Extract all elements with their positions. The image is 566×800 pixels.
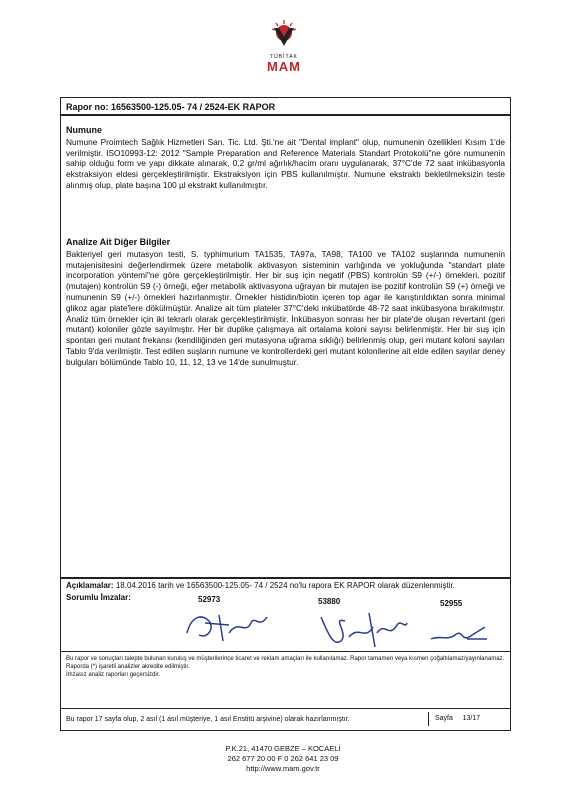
signature-3-icon <box>427 617 491 647</box>
tubitak-mam-logo <box>262 18 306 80</box>
analiz-heading: Analize Ait Diğer Bilgiler <box>66 237 171 247</box>
bottom-bar <box>61 709 510 730</box>
report-header <box>61 98 510 116</box>
signature-area <box>61 577 510 652</box>
page-number: 13/17 <box>462 715 481 722</box>
report-type: 2524-EK RAPOR <box>204 102 276 112</box>
note-line: Bu rapor ve sonuçları talepte bulunan kuruluş ve müşterilerince ticaret ve reklam amaçları ile kullanılamaz. Rapor tamamen veya kısmen çoğaltılamaz/yayınlanamaz. <box>66 656 505 662</box>
report-frame <box>60 97 511 731</box>
report-number: Rapor no: 16563500-125.05- 74 / <box>66 102 205 112</box>
page-label: Sayfa <box>435 715 453 722</box>
analiz-section <box>66 237 505 368</box>
sorumlu-label: Sorumlu İmzalar: <box>66 593 131 602</box>
aciklamalar-label: Açıklamalar: <box>66 581 114 590</box>
note-line: İmzasız analiz raporları geçersizdir. <box>66 672 161 678</box>
signer-code-3: 52955 <box>440 599 463 608</box>
footer-address <box>0 744 566 774</box>
footer-web-link[interactable]: http://www.mam.gov.tr <box>246 764 320 773</box>
footer-phone-line: 262 677 20 00 F 0 262 641 23 09 <box>227 754 339 763</box>
logo-org-text: TÜBİTAK <box>270 54 298 60</box>
tubitak-emblem-icon <box>269 18 299 48</box>
numune-heading: Numune <box>66 125 102 135</box>
note-line: Raporda (*) işaretli analizler akredite edilmiştir. <box>66 664 190 670</box>
numune-section <box>66 125 505 191</box>
disclaimer-notes <box>61 652 510 709</box>
aciklamalar-line <box>66 581 455 590</box>
signer-code-2: 53880 <box>318 597 341 606</box>
signer-code-1: 52973 <box>198 595 221 604</box>
aciklamalar-text: 18.04.2016 tarih ve 16563500-125.05- 74 / 2524 no'lu rapora EK RAPOR olarak düzenlenmiştir. <box>113 581 455 590</box>
page-indicator <box>428 712 510 726</box>
footer-address-line: P.K.21, 41470 GEBZE – KOCAELİ <box>225 744 341 753</box>
analiz-text: Bakteriyel geri mutasyon testi, S. typhimurium TA1535, TA97a, TA98, TA100 ve TA102 suşlarında numunenin mutajenisitesini değerlendirmek üzere metabolik aktivasyon sisteminin varlığında ve yokluğunda "standart plate incorporation yöntemi"ne göre gerçekleştirilmiştir. Her bir suş için negatif (PBS) kontrolün S9 (+/-) örnekleri, pozitif (mutajen) kontrolün S9 (-) örneği, eğer metabolik aktivasyona uğrayan bir mutajen ise pozitif kontrolün S9 (+) örneği ve numunenin S9 (+/-) örnekleri hazırlanmıştır. Örnekler histidin/biotin içeren top agar ile karıştırıldıktan sonra minimal glikoz agar plate'lere dökülmüştür. Analize ait tüm plateler 37°C'deki inkübatörde 48-72 saat inkübasyona bırakılmıştır. Analiz tüm örnekler için iki tekrarlı olarak gerçekleştirilmiştir. İnkübasyon sonrası her bir plate'de oluşan revertant (geri mutant) koloniler gözle sayılmıştır. Her bir duplike çalışmaya ait ortalama koloni sayısı belirlenmiştir. Her bir suş için spontan geri mutant frekansı (kendiliğinden geri mutasyona uğrama sıklığı) belirlenmiş olup, geri mutant koloni sayıları Tablo 9'da verilmiştir. Test edilen suşların numune ve kontrollerdeki geri mutant kolonilerine ait elde edilen sayılar deney bulguları bölümünde Tablo 10, 11, 12, 13 ve 14'de sunulmuştur. <box>66 248 505 367</box>
logo-mam-text: MAM <box>266 59 302 74</box>
numune-text: Numune Proimtech Sağlık Hizmetleri San. Tic. Ltd. Şti.'ne ait "Dental implant" olup, numunenin özellikleri Kısım 1'de verilmiştir. ISO10993-12: 2012 "Sample Preparation and Reference Materials Standart Protokolü"ne göre numunenin sahip olduğu form ve yapı dikkate alınarak, 0,2 gr/ml ağırlık/hacim oranı uygulanarak, 37°C'de 72 saat inkübasyonla ekstraksiyon eldesi gerçekleştirilmiştir. Ekstraksiyon için PBS kullanılmıştır. Numune ekstraktı bekletilmeksizin teste alınmış olup, plate başına 100 µl ekstrakt kullanılmıştır. <box>66 136 505 190</box>
copies-text: Bu rapor 17 sayfa olup, 2 asıl (1 asıl müşteriye, 1 asıl Enstitü arşivine) olarak hazırlanmıştır. <box>66 716 350 723</box>
signature-2-icon <box>311 607 411 651</box>
signature-1-icon <box>179 605 274 647</box>
